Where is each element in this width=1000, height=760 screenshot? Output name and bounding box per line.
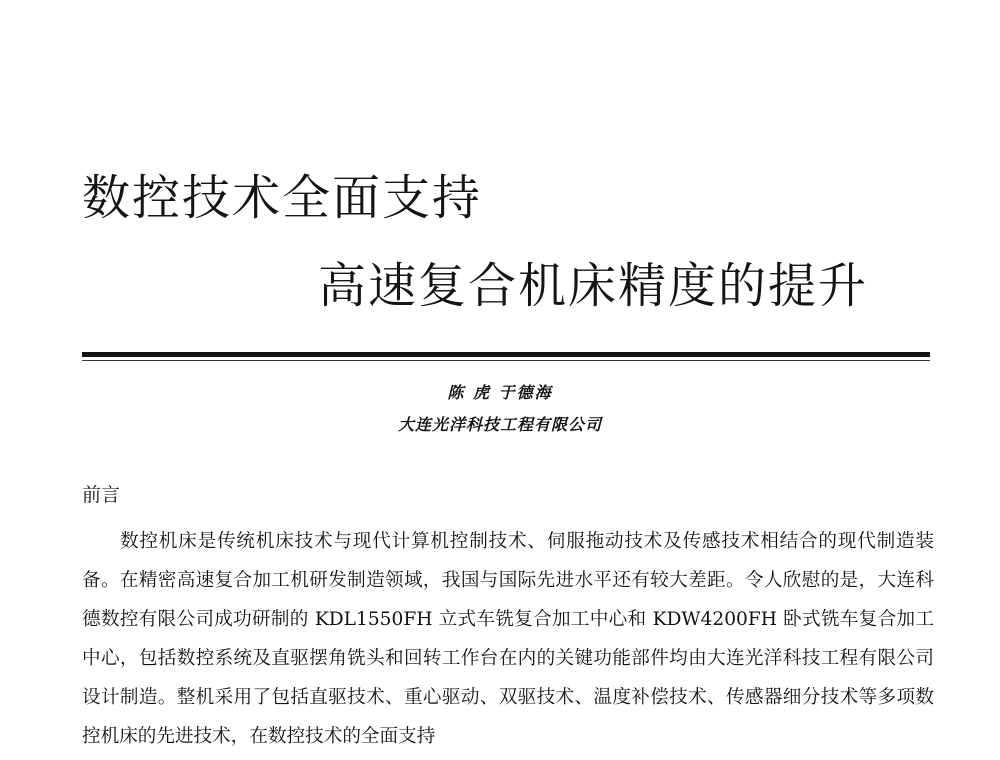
article-title-line-2: 高速复合机床精度的提升 bbox=[318, 258, 869, 314]
section-heading: 前言 bbox=[82, 484, 121, 506]
authors: 陈 虎 于德海 bbox=[447, 383, 553, 402]
body-paragraph-text: 数控机床是传统机床技术与现代计算机控制技术、伺服拖动技术及传感技术相结合的现代制造装备。在精密高速复合加工机研发制造领域，我国与国际先进水平还有较大差距。令人欣慰的是，大连科德数控有限公司成功研制的 KDL1550FH 立式车铣复合加工中心和 KDW4200FH 卧式铣车复合加工中心，包括数控系统及直驱摆角铣头和回转工作台在内的关键功能部件均由大连光洋科技工程有限公司设计制造。整机采用了包括直驱技术、重心驱动、双驱技术、温度补偿技术、传感器细分技术等多项数控机床的先进技术，在数控技术的全面支持 bbox=[82, 531, 934, 747]
title-divider-thick bbox=[82, 352, 930, 357]
title-divider-thin bbox=[82, 360, 930, 361]
article-title-line-1: 数控技术全面支持 bbox=[82, 170, 483, 226]
body-paragraph bbox=[82, 522, 934, 756]
affiliation: 大连光洋科技工程有限公司 bbox=[397, 415, 602, 434]
